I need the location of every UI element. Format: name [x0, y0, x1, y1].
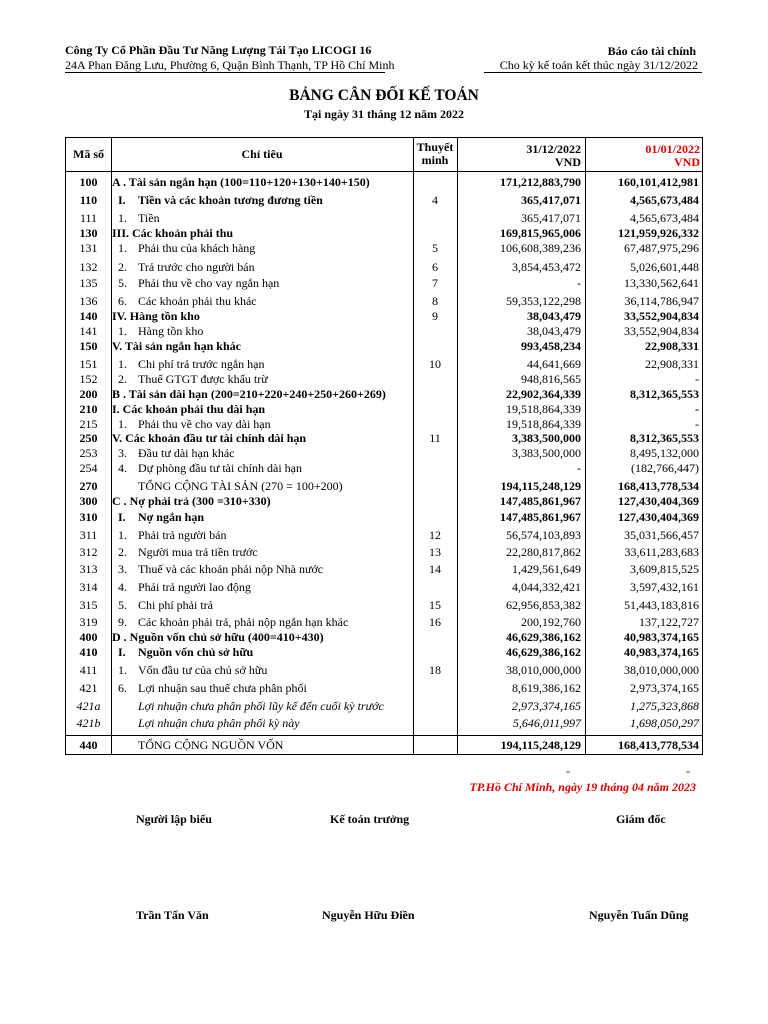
- row-label: IV. Hàng tồn kho: [112, 309, 200, 323]
- row-note: 14: [429, 562, 441, 576]
- table-row: [66, 387, 702, 401]
- row-value-2021: 127,430,404,369: [618, 510, 699, 524]
- company-name: Công Ty Cổ Phần Đầu Tư Năng Lượng Tái Tạo LICOGI 16: [65, 43, 372, 57]
- row-label: V. Tài sản ngắn hạn khác: [112, 339, 241, 353]
- row-note: 8: [432, 294, 438, 308]
- table-row: [66, 402, 702, 416]
- check-dash-1: -: [566, 764, 570, 778]
- table-row: [66, 645, 702, 659]
- row-value-2021: 2,973,374,165: [630, 681, 699, 695]
- row-code: 130: [79, 226, 98, 240]
- table-row: [66, 324, 702, 338]
- row-note: 12: [429, 528, 441, 542]
- col-header-note-l2: minh: [421, 153, 449, 167]
- row-value-2022: 2,973,374,165: [512, 699, 581, 713]
- row-note: 18: [429, 663, 441, 677]
- row-label: V. Các khoản đầu tư tài chính dài hạn: [112, 431, 307, 445]
- table-row: [66, 431, 702, 445]
- row-value-2021: 160,101,412,981: [618, 175, 699, 189]
- row-value-2021: 4,565,673,484: [630, 193, 699, 207]
- row-index: 6.: [118, 294, 127, 308]
- row-label: Phải trả người bán: [138, 528, 227, 542]
- row-label: Vốn đầu tư của chủ sở hữu: [138, 663, 268, 677]
- check-dash-2: -: [686, 764, 690, 778]
- row-value-2021: 40,983,374,165: [624, 630, 699, 644]
- row-label: Phải trả người lao động: [138, 580, 251, 594]
- header-divider: [66, 171, 702, 172]
- row-code: 421: [79, 681, 98, 695]
- row-value-2021: 121,959,926,332: [618, 226, 699, 240]
- table-row: [66, 545, 702, 559]
- table-row: [66, 175, 702, 189]
- row-value-2021: 127,430,404,369: [618, 494, 699, 508]
- row-value-2021: 168,413,778,534: [618, 738, 699, 752]
- row-value-2022: 3,383,500,000: [512, 431, 581, 445]
- table-row: [66, 260, 702, 274]
- row-code: 136: [79, 294, 98, 308]
- col-header-c2-date: 01/01/2022: [645, 142, 700, 156]
- row-code: 421b: [76, 716, 101, 730]
- row-label: Phải thu của khách hàng: [138, 241, 256, 255]
- row-index: 3.: [118, 562, 127, 576]
- row-value-2021: 67,487,975,296: [624, 241, 699, 255]
- row-label: Chi phí phải trả: [138, 598, 213, 612]
- row-index: I.: [118, 193, 126, 207]
- row-code: 140: [79, 309, 98, 323]
- table-row: [66, 699, 702, 713]
- row-index: 2.: [118, 260, 127, 274]
- col-header-code: Mã số: [73, 147, 104, 161]
- table-row: [66, 241, 702, 255]
- row-code: 141: [79, 324, 98, 338]
- table-row: [66, 494, 702, 508]
- place-date: TP.Hồ Chí Minh, ngày 19 tháng 04 năm 2023: [469, 780, 696, 794]
- row-index: 4.: [118, 580, 127, 594]
- row-value-2021: 137,122,727: [639, 615, 699, 629]
- table-row: [66, 663, 702, 677]
- row-code: 311: [79, 528, 98, 542]
- row-label: C . Nợ phải trả (300 =310+330): [112, 494, 271, 508]
- table-row: [66, 738, 702, 752]
- row-label: Phải thu về cho vay dài hạn: [138, 417, 271, 431]
- row-value-2021: 8,312,365,553: [630, 387, 699, 401]
- report-type: Báo cáo tài chính: [607, 44, 696, 58]
- row-index: 1.: [118, 417, 127, 431]
- row-value-2022: 22,280,817,862: [506, 545, 581, 559]
- row-value-2022: 200,192,760: [521, 615, 581, 629]
- row-value-2022: 8,619,386,162: [512, 681, 581, 695]
- row-note: 13: [429, 545, 441, 559]
- row-code: 315: [79, 598, 98, 612]
- row-code: 312: [79, 545, 98, 559]
- row-value-2021: -: [695, 402, 699, 416]
- row-value-2021: 33,552,904,834: [624, 309, 699, 323]
- company-address: 24A Phan Đăng Lưu, Phường 6, Quận Bình Thạnh, TP Hồ Chí Minh: [65, 58, 395, 72]
- row-label: Hàng tồn kho: [138, 324, 204, 338]
- row-note: 11: [429, 431, 441, 445]
- row-value-2022: 5,646,011,997: [512, 716, 581, 730]
- row-label: Các khoản phải trả, phải nộp ngắn hạn khác: [138, 615, 349, 629]
- row-value-2021: -: [695, 372, 699, 386]
- row-value-2022: 59,353,122,298: [506, 294, 581, 308]
- row-index: 1.: [118, 241, 127, 255]
- row-code: 250: [79, 431, 98, 445]
- row-label: Thuế GTGT được khấu trừ: [138, 372, 268, 386]
- header-underline-right: [484, 72, 702, 73]
- table-row: [66, 446, 702, 460]
- table-row: [66, 372, 702, 386]
- row-code: 421a: [76, 699, 101, 713]
- col-header-c2-unit: VND: [674, 155, 700, 169]
- row-value-2022: 948,816,565: [521, 372, 581, 386]
- row-value-2022: -: [577, 276, 581, 290]
- row-value-2022: 46,629,386,162: [506, 630, 581, 644]
- row-code: 152: [79, 372, 98, 386]
- row-index: 2.: [118, 372, 127, 386]
- row-code: 410: [79, 645, 98, 659]
- row-value-2022: 147,485,861,967: [500, 510, 581, 524]
- row-label: Đầu tư dài hạn khác: [138, 446, 235, 460]
- row-label: D . Nguồn vốn chủ sở hữu (400=410+430): [112, 630, 324, 644]
- row-value-2021: -: [695, 417, 699, 431]
- row-value-2021: 3,609,815,525: [630, 562, 699, 576]
- table-row: [66, 357, 702, 371]
- table-row: [66, 211, 702, 225]
- row-value-2021: 38,010,000,000: [624, 663, 699, 677]
- row-value-2021: (182,766,447): [631, 461, 699, 475]
- row-note: 15: [429, 598, 441, 612]
- row-index: 5.: [118, 598, 127, 612]
- row-value-2022: 1,429,561,649: [512, 562, 581, 576]
- row-value-2022: 62,956,853,382: [506, 598, 581, 612]
- row-value-2022: 38,043,479: [527, 324, 581, 338]
- row-note: 9: [432, 309, 438, 323]
- row-value-2021: 4,565,673,484: [630, 211, 699, 225]
- row-label: Nợ ngắn hạn: [138, 510, 205, 524]
- row-index: 3.: [118, 446, 127, 460]
- row-index: 1.: [118, 528, 127, 542]
- row-value-2022: 19,518,864,339: [506, 417, 581, 431]
- table-row: [66, 309, 702, 323]
- row-value-2022: 46,629,386,162: [506, 645, 581, 659]
- row-index: I.: [118, 510, 126, 524]
- table-row: [66, 294, 702, 308]
- row-note: 10: [429, 357, 441, 371]
- row-label: Nguồn vốn chủ sở hữu: [138, 645, 254, 659]
- row-code: 400: [79, 630, 98, 644]
- report-period: Cho kỳ kế toán kết thúc ngày 31/12/2022: [499, 58, 698, 72]
- row-value-2021: 5,026,601,448: [630, 260, 699, 274]
- row-label: Lợi nhuận chưa phân phối kỳ này: [138, 716, 300, 730]
- row-label: Trả trước cho người bán: [138, 260, 255, 274]
- row-label: Người mua trả tiền trước: [138, 545, 258, 559]
- row-value-2021: 22,908,331: [645, 339, 699, 353]
- row-label: A . Tài sản ngắn hạn (100=110+120+130+140+150): [112, 175, 370, 189]
- balance-sheet-table: [65, 137, 703, 755]
- row-note: 5: [432, 241, 438, 255]
- row-label: Dự phòng đầu tư tài chính dài hạn: [138, 461, 302, 475]
- row-index: I.: [118, 645, 126, 659]
- row-label: TỔNG CỘNG NGUỒN VỐN: [138, 738, 284, 752]
- row-value-2022: 3,854,453,472: [512, 260, 581, 274]
- row-value-2021: 22,908,331: [645, 357, 699, 371]
- row-index: 9.: [118, 615, 127, 629]
- table-row: [66, 510, 702, 524]
- table-row: [66, 580, 702, 594]
- name-chief-accountant: Nguyễn Hữu Điền: [322, 908, 415, 922]
- row-code: 100: [79, 175, 98, 189]
- row-value-2022: 38,043,479: [527, 309, 581, 323]
- row-note: 16: [429, 615, 441, 629]
- row-value-2022: 169,815,965,006: [500, 226, 581, 240]
- row-code: 313: [79, 562, 98, 576]
- table-row: [66, 193, 702, 207]
- table-row: [66, 226, 702, 240]
- row-value-2021: 8,312,365,553: [630, 431, 699, 445]
- row-note: 7: [432, 276, 438, 290]
- table-row: [66, 615, 702, 629]
- table-row: [66, 681, 702, 695]
- col-header-note-l1: Thuyết: [416, 140, 454, 154]
- row-value-2021: 1,698,050,297: [630, 716, 699, 730]
- row-value-2022: 365,417,071: [521, 211, 581, 225]
- row-value-2022: 365,417,071: [521, 193, 581, 207]
- row-value-2021: 36,114,786,947: [624, 294, 699, 308]
- row-value-2022: 194,115,248,129: [500, 738, 581, 752]
- row-code: 300: [79, 494, 98, 508]
- row-note: 6: [432, 260, 438, 274]
- row-index: 2.: [118, 545, 127, 559]
- row-label: B . Tài sản dài hạn (200=210+220+240+250+260+269): [112, 387, 386, 401]
- row-code: 151: [79, 357, 98, 371]
- row-value-2022: 194,115,248,129: [500, 479, 581, 493]
- row-code: 110: [79, 193, 98, 207]
- table-row: [66, 479, 702, 493]
- row-value-2021: 3,597,432,161: [630, 580, 699, 594]
- row-index: 5.: [118, 276, 127, 290]
- row-code: 200: [79, 387, 98, 401]
- row-index: 1.: [118, 663, 127, 677]
- row-code: 270: [79, 479, 98, 493]
- row-label: I. Các khoản phải thu dài hạn: [112, 402, 266, 416]
- row-value-2021: 1,275,323,868: [630, 699, 699, 713]
- row-value-2021: 40,983,374,165: [624, 645, 699, 659]
- row-value-2021: 168,413,778,534: [618, 479, 699, 493]
- table-row: [66, 461, 702, 475]
- row-code: 111: [79, 211, 98, 225]
- row-value-2022: 3,383,500,000: [512, 446, 581, 460]
- row-index: 1.: [118, 357, 127, 371]
- row-label: Lợi nhuận sau thuế chưa phân phối: [138, 681, 307, 695]
- name-preparer: Trần Tấn Văn: [136, 908, 209, 922]
- row-value-2022: 22,902,364,339: [506, 387, 581, 401]
- table-row: [66, 417, 702, 431]
- row-label: Các khoản phải thu khác: [138, 294, 257, 308]
- role-director: Giám đốc: [616, 812, 666, 826]
- row-value-2022: 4,044,332,421: [512, 580, 581, 594]
- table-row: [66, 630, 702, 644]
- page-title: BẢNG CÂN ĐỐI KẾ TOÁN: [289, 87, 479, 104]
- col-header-item: Chỉ tiêu: [241, 147, 283, 161]
- row-label: TỔNG CỘNG TÀI SẢN (270 = 100+200): [138, 479, 343, 493]
- row-value-2022: 56,574,103,893: [506, 528, 581, 542]
- table-row: [66, 562, 702, 576]
- row-index: 4.: [118, 461, 127, 475]
- row-value-2021: 51,443,183,816: [624, 598, 699, 612]
- row-value-2021: 35,031,566,457: [624, 528, 699, 542]
- name-director: Nguyễn Tuấn Dũng: [589, 908, 689, 922]
- row-code: 210: [79, 402, 98, 416]
- row-value-2022: 171,212,883,790: [500, 175, 581, 189]
- row-index: 1.: [118, 324, 127, 338]
- table-row: [66, 339, 702, 353]
- row-code: 314: [79, 580, 98, 594]
- row-label: Tiền: [138, 211, 160, 225]
- row-value-2022: 38,010,000,000: [506, 663, 581, 677]
- row-value-2022: -: [577, 461, 581, 475]
- row-code: 319: [79, 615, 98, 629]
- row-value-2022: 993,458,234: [521, 339, 581, 353]
- table-row: [66, 716, 702, 730]
- row-label: Phải thu về cho vay ngắn hạn: [138, 276, 280, 290]
- row-code: 135: [79, 276, 98, 290]
- table-row: [66, 528, 702, 542]
- total-divider: [66, 735, 702, 736]
- row-value-2021: 8,495,132,000: [630, 446, 699, 460]
- row-code: 310: [79, 510, 98, 524]
- row-label: Tiền và các khoản tương đương tiền: [138, 193, 323, 207]
- role-preparer: Người lập biểu: [136, 812, 212, 826]
- col-header-c1-date: 31/12/2022: [526, 142, 581, 156]
- table-row: [66, 598, 702, 612]
- row-code: 131: [79, 241, 98, 255]
- row-value-2021: 13,330,562,641: [624, 276, 699, 290]
- page-subtitle: Tại ngày 31 tháng 12 năm 2022: [303, 107, 465, 121]
- row-value-2021: 33,611,283,683: [624, 545, 699, 559]
- row-code: 132: [79, 260, 98, 274]
- row-note: 4: [432, 193, 438, 207]
- row-value-2021: 33,552,904,834: [624, 324, 699, 338]
- row-code: 411: [79, 663, 98, 677]
- row-value-2022: 106,608,389,236: [500, 241, 581, 255]
- row-label: Thuế và các khoản phải nộp Nhà nước: [138, 562, 324, 576]
- row-value-2022: 147,485,861,967: [500, 494, 581, 508]
- row-code: 254: [79, 461, 98, 475]
- header-underline-left: [65, 72, 385, 73]
- row-label: Lợi nhuận chưa phân phối lũy kế đến cuối kỳ trước: [138, 699, 384, 713]
- row-label: Chi phí trả trước ngắn hạn: [138, 357, 265, 371]
- role-chief-accountant: Kế toán trưởng: [330, 812, 410, 826]
- row-index: 6.: [118, 681, 127, 695]
- row-code: 440: [79, 738, 98, 752]
- row-value-2022: 44,641,669: [527, 357, 581, 371]
- row-code: 253: [79, 446, 98, 460]
- row-code: 215: [79, 417, 98, 431]
- row-index: 1.: [118, 211, 127, 225]
- col-header-c1-unit: VND: [555, 155, 581, 169]
- row-code: 150: [79, 339, 98, 353]
- row-label: III. Các khoản phải thu: [112, 226, 234, 240]
- table-row: [66, 276, 702, 290]
- row-value-2022: 19,518,864,339: [506, 402, 581, 416]
